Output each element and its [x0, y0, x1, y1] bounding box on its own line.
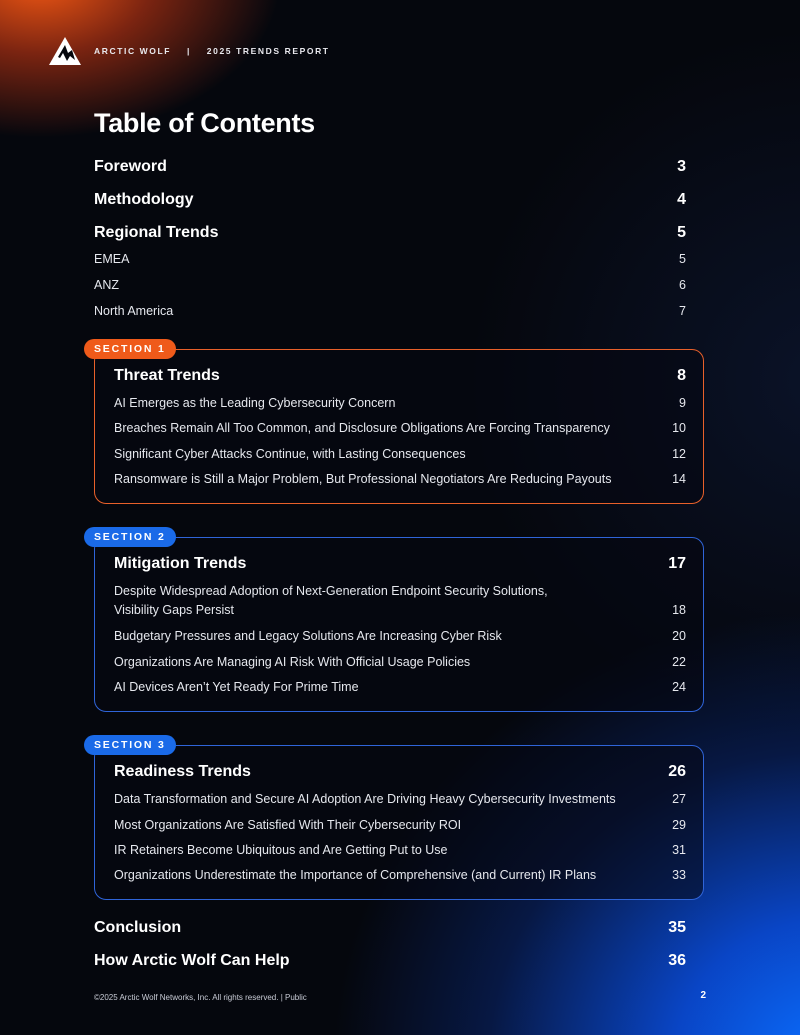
report-name: 2025 TRENDS REPORT [206, 46, 330, 56]
toc-label: Regional Trends [94, 224, 219, 241]
toc-label: ANZ [94, 278, 119, 292]
toc-page: 17 [668, 555, 686, 572]
toc-page: 7 [679, 304, 686, 318]
toc-entry-conclusion[interactable] [94, 919, 686, 937]
toc-entry-emea[interactable] [94, 252, 686, 266]
toc-label: Significant Cyber Attacks Continue, with Lasting Consequences [114, 447, 466, 461]
toc-entry[interactable] [114, 629, 686, 643]
toc-page: 31 [672, 843, 686, 857]
toc-label: EMEA [94, 252, 130, 266]
toc-entry-mitigation-trends[interactable] [114, 555, 686, 573]
section-2-badge: SECTION 2 [84, 527, 176, 547]
toc-label-line-2: Visibility Gaps Persist [114, 603, 234, 617]
brand-line [94, 46, 330, 56]
toc-label: Breaches Remain All Too Common, and Disclosure Obligations Are Forcing Transparency [114, 421, 610, 435]
report-header [48, 36, 330, 66]
brand-separator: | [186, 46, 191, 56]
toc-label: Foreword [94, 158, 167, 175]
toc-page: 4 [677, 191, 686, 208]
toc-entry-methodology[interactable] [94, 191, 686, 209]
toc-page: 12 [672, 447, 686, 461]
toc-entry[interactable] [114, 472, 686, 486]
toc-page: 26 [668, 763, 686, 780]
toc-page: 10 [672, 421, 686, 435]
toc-label: North America [94, 304, 174, 318]
brand-name: ARCTIC WOLF [94, 46, 172, 56]
section-1-badge: SECTION 1 [84, 339, 176, 359]
toc-page: 3 [677, 158, 686, 175]
toc-label: Data Transformation and Secure AI Adoption Are Driving Heavy Cybersecurity Investments [114, 792, 616, 806]
section-3-badge: SECTION 3 [84, 735, 176, 755]
toc-label: Threat Trends [114, 367, 220, 384]
toc-entry[interactable] [114, 818, 686, 832]
toc-entry-readiness-trends[interactable] [114, 763, 686, 781]
toc-entry[interactable] [114, 447, 686, 461]
copyright-footer: ©2025 Arctic Wolf Networks, Inc. All rights reserved. | Public [94, 993, 307, 1002]
toc-page: 14 [672, 472, 686, 486]
toc-label-line-2-row [114, 603, 686, 617]
toc-page: 6 [679, 278, 686, 292]
toc-label: Mitigation Trends [114, 555, 247, 572]
toc-page: 36 [668, 952, 686, 969]
toc-entry-anz[interactable] [94, 278, 686, 292]
toc-entry[interactable] [114, 396, 686, 410]
toc-entry[interactable] [114, 421, 686, 435]
toc-label: IR Retainers Become Ubiquitous and Are Getting Put to Use [114, 843, 448, 857]
toc-entry-threat-trends[interactable] [114, 367, 686, 385]
toc-page: 22 [672, 655, 686, 669]
toc-page: 5 [677, 224, 686, 241]
toc-label: Ransomware is Still a Major Problem, But Professional Negotiators Are Reducing Payouts [114, 472, 612, 486]
toc-label: Conclusion [94, 919, 182, 936]
toc-page: 20 [672, 629, 686, 643]
toc-entry-how-arctic-wolf-can-help[interactable] [94, 952, 686, 970]
toc-label: AI Emerges as the Leading Cybersecurity Concern [114, 396, 396, 410]
toc-label: Organizations Underestimate the Importance of Comprehensive (and Current) IR Plans [114, 868, 597, 882]
toc-entry[interactable] [114, 868, 686, 882]
toc-label: How Arctic Wolf Can Help [94, 952, 290, 969]
toc-entry[interactable] [114, 792, 686, 806]
toc-entry-regional-trends[interactable] [94, 224, 686, 242]
toc-page: 35 [668, 919, 686, 936]
toc-page: 33 [672, 868, 686, 882]
toc-label: AI Devices Aren’t Yet Ready For Prime Time [114, 680, 359, 694]
toc-page: 29 [672, 818, 686, 832]
toc-page: 9 [679, 396, 686, 410]
toc-page: 8 [677, 367, 686, 384]
page-title: Table of Contents [94, 108, 315, 138]
toc-label-line-1: Despite Widespread Adoption of Next-Generation Endpoint Security Solutions, [114, 584, 548, 598]
toc-entry-north-america[interactable] [94, 304, 686, 318]
page-number: 2 [700, 990, 706, 1001]
toc-page: 24 [672, 680, 686, 694]
arctic-wolf-logo-icon [48, 36, 82, 66]
toc-label: Budgetary Pressures and Legacy Solutions Are Increasing Cyber Risk [114, 629, 502, 643]
toc-entry[interactable] [114, 655, 686, 669]
toc-page: 18 [672, 603, 686, 617]
toc-label: Readiness Trends [114, 763, 251, 780]
toc-page: 5 [679, 252, 686, 266]
toc-entry-foreword[interactable] [94, 158, 686, 176]
toc-entry[interactable] [114, 843, 686, 857]
toc-label: Methodology [94, 191, 194, 208]
toc-label: Organizations Are Managing AI Risk With Official Usage Policies [114, 655, 471, 669]
toc-entry[interactable] [114, 680, 686, 694]
toc-page: 27 [672, 792, 686, 806]
toc-label: Most Organizations Are Satisfied With Their Cybersecurity ROI [114, 818, 462, 832]
toc-entry[interactable] [114, 584, 686, 617]
